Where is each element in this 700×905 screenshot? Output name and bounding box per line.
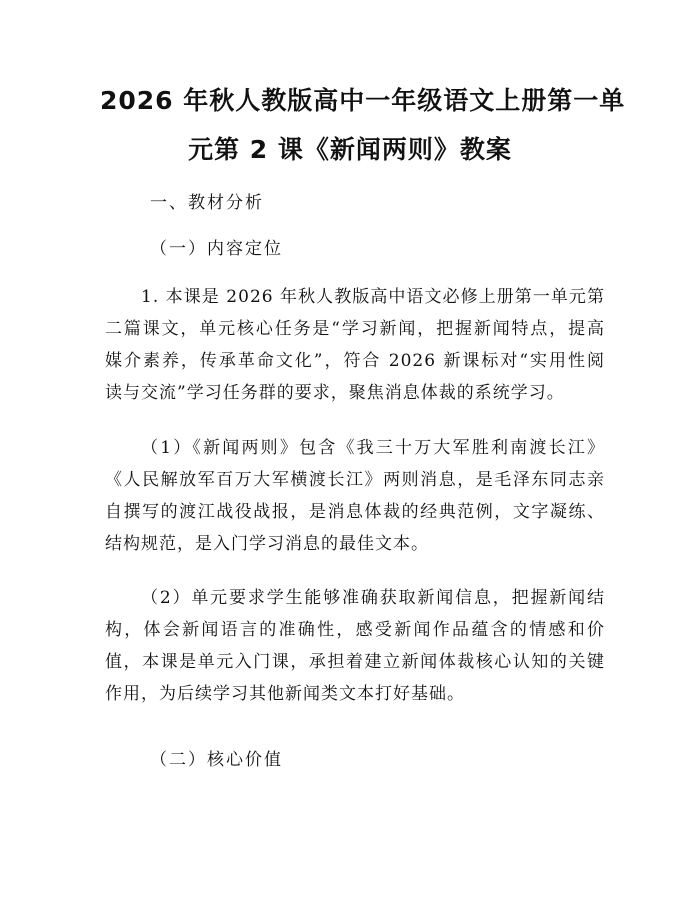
paragraph-news-texts <box>105 432 605 560</box>
paragraph-line: 二篇课文，单元核心任务是“学习新闻，把握新闻特点，提高 <box>105 319 605 339</box>
document-title-line-1: 2026 年秋人教版高中一年级语文上册第一单 <box>100 86 626 115</box>
paragraph-line: 作用，为后续学习其他新闻类文本打好基础。 <box>105 684 465 704</box>
paragraph-line: 《人民解放军百万大军横渡长江》两则消息，是毛泽东同志亲 <box>105 470 605 490</box>
paragraph-line: 自撰写的渡江战役战报，是消息体裁的经典范例，文字凝练、 <box>105 502 605 522</box>
document-title-line-2: 元第 2 课《新闻两则》教案 <box>188 135 512 164</box>
subsection-heading-core-value: （二）核心价值 <box>150 750 283 770</box>
subsection-heading-content-positioning: （一）内容定位 <box>150 239 283 259</box>
paragraph-line: （1）《新闻两则》包含《我三十万大军胜利南渡长江》 <box>141 438 605 458</box>
paragraph-course-overview <box>105 281 605 409</box>
paragraph-line: 结构规范，是入门学习消息的最佳文本。 <box>105 534 429 554</box>
section-heading-textbook-analysis: 一、教材分析 <box>150 193 264 213</box>
paragraph-line: 值，本课是单元入门课，承担着建立新闻体裁核心认知的关键 <box>105 652 605 672</box>
paragraph-line: 读与交流”学习任务群的要求，聚焦消息体裁的系统学习。 <box>105 383 565 403</box>
paragraph-line: 1. 本课是 2026 年秋人教版高中语文必修上册第一单元第 <box>141 287 605 307</box>
paragraph-line: 媒介素养，传承革命文化”，符合 2026 新课标对“实用性阅 <box>105 351 605 371</box>
paragraph-line: （2）单元要求学生能够准确获取新闻信息，把握新闻结 <box>141 588 605 608</box>
paragraph-line: 构，体会新闻语言的准确性，感受新闻作品蕴含的情感和价 <box>105 620 605 640</box>
paragraph-unit-requirements <box>105 582 605 710</box>
